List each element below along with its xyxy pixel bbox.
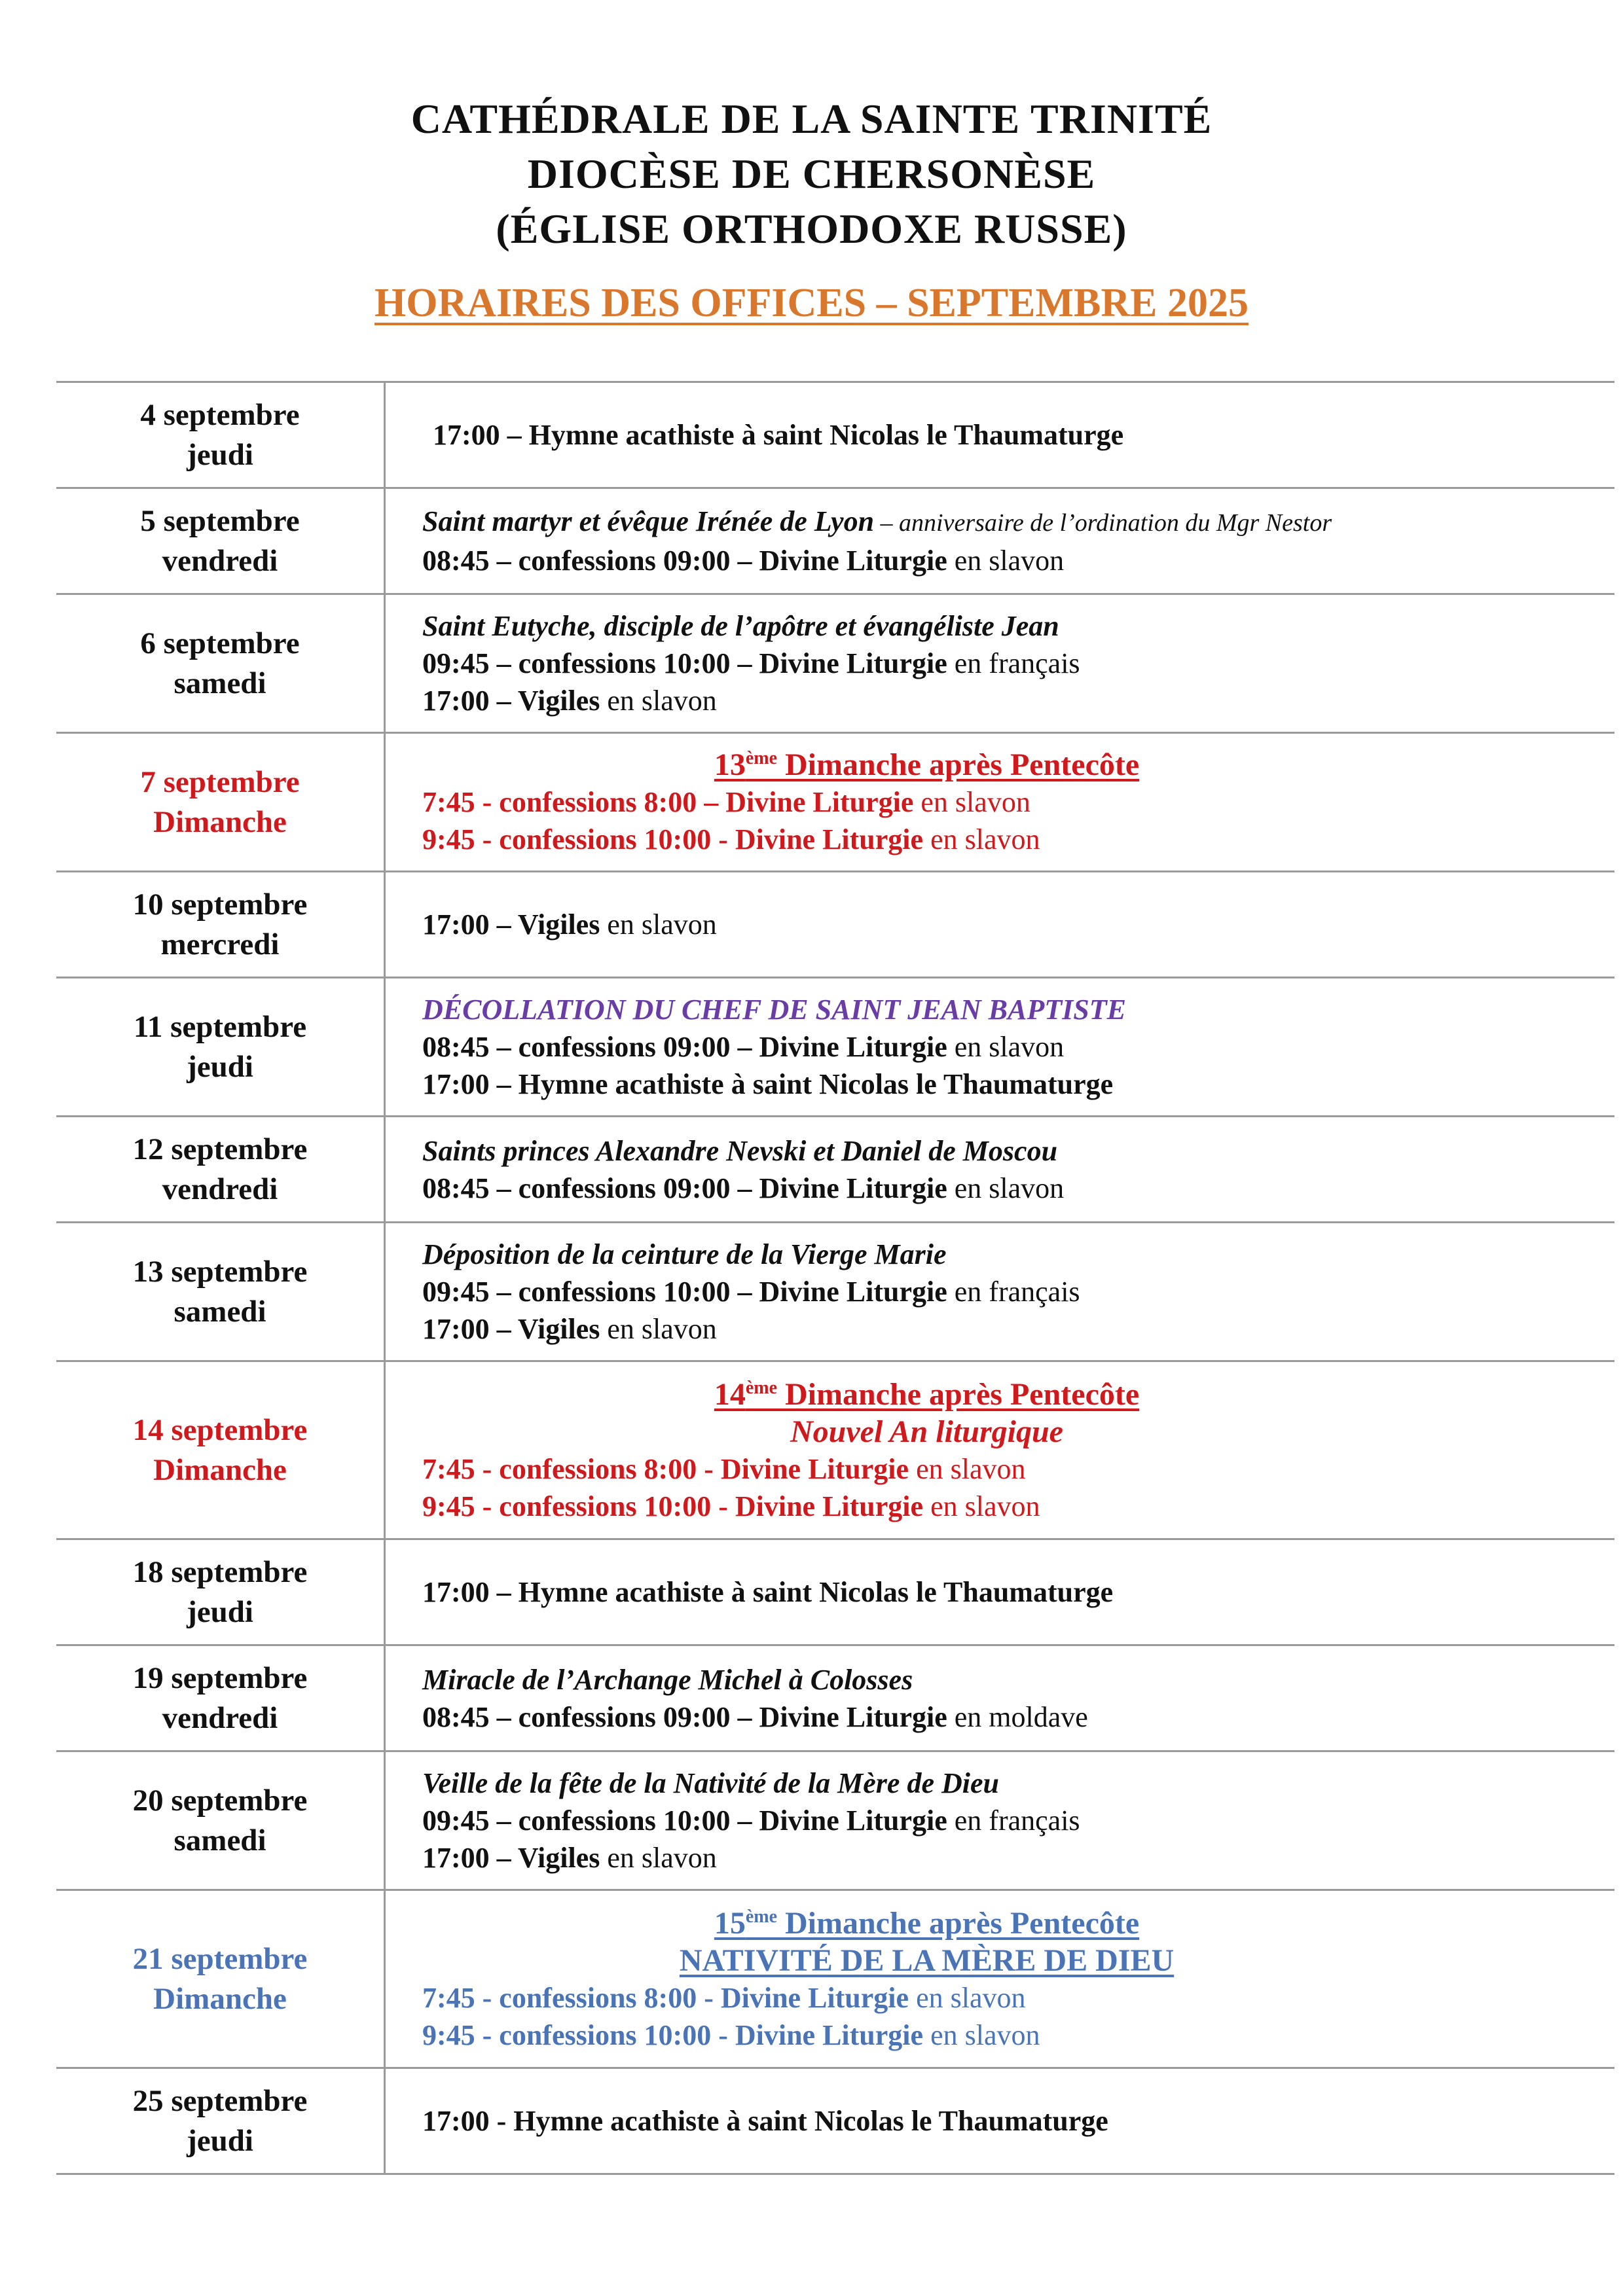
date-text: 10 septembre xyxy=(132,887,308,922)
feast-title: Déposition de la ceinture de la Vierge Marie xyxy=(422,1238,947,1270)
services-cell xyxy=(385,594,1615,733)
schedule-row xyxy=(56,1645,1614,1751)
feast-subtitle: Nouvel An liturgique xyxy=(790,1414,1063,1449)
service-language: en slavon xyxy=(947,1031,1065,1063)
date-cell xyxy=(56,1645,385,1751)
day-text: jeudi xyxy=(187,1049,253,1084)
sunday-title xyxy=(422,746,1614,783)
sunday-number: 15 xyxy=(714,1905,746,1941)
feast-title: Veille de la fête de la Nativité de la Mère de Dieu xyxy=(422,1767,999,1799)
schedule-row xyxy=(56,978,1614,1117)
date-cell xyxy=(56,1361,385,1539)
schedule-row xyxy=(56,1890,1614,2068)
sunday-label: Dimanche après Pentecôte xyxy=(777,1376,1140,1412)
date-text: 18 septembre xyxy=(132,1554,308,1589)
date-cell xyxy=(56,594,385,733)
date-text: 5 septembre xyxy=(140,503,300,538)
schedule-row xyxy=(56,382,1614,488)
service-language: en français xyxy=(947,647,1080,679)
day-text: mercredi xyxy=(160,927,280,961)
sunday-ordinal: ème xyxy=(745,1906,777,1927)
service-time: 09:45 – confessions 10:00 – Divine Liturgie xyxy=(422,1804,947,1837)
services-cell xyxy=(385,1890,1615,2068)
feast-title: Saint Eutyche, disciple de l’apôtre et évangéliste Jean xyxy=(422,610,1059,642)
services-cell xyxy=(385,1539,1615,1645)
date-cell xyxy=(56,1223,385,1361)
service-line: 17:00 – Hymne acathiste à saint Nicolas le Thaumaturge xyxy=(422,1068,1114,1100)
day-text: Dimanche xyxy=(153,1452,287,1487)
feast-title: DÉCOLLATION DU CHEF DE SAINT JEAN BAPTISTE xyxy=(422,994,1126,1026)
feast-title: Saints princes Alexandre Nevski et Daniel de Moscou xyxy=(422,1134,1058,1167)
date-cell xyxy=(56,872,385,978)
schedule-row xyxy=(56,1751,1614,1890)
service-line: 17:00 – Hymne acathiste à saint Nicolas le Thaumaturge xyxy=(422,1576,1114,1608)
date-text: 12 septembre xyxy=(132,1132,308,1166)
schedule-row xyxy=(56,1117,1614,1223)
date-cell xyxy=(56,1751,385,1890)
schedule-row xyxy=(56,488,1614,594)
services-cell xyxy=(385,1751,1615,1890)
document-header xyxy=(0,92,1623,257)
day-text: jeudi xyxy=(187,2123,253,2158)
date-text: 7 septembre xyxy=(140,764,300,799)
day-text: jeudi xyxy=(187,1594,253,1629)
sunday-ordinal: ème xyxy=(745,748,777,768)
date-cell xyxy=(56,1117,385,1223)
feast-title: Miracle de l’Archange Michel à Colosses xyxy=(422,1663,913,1696)
date-text: 4 septembre xyxy=(140,397,300,432)
service-language: en moldave xyxy=(947,1700,1088,1733)
service-language: en slavon xyxy=(600,685,717,717)
sunday-number: 14 xyxy=(714,1376,746,1412)
services-cell xyxy=(385,1645,1615,1751)
day-text: Dimanche xyxy=(153,1981,287,2016)
date-cell xyxy=(56,488,385,594)
feast-subtitle: NATIVITÉ DE LA MÈRE DE DIEU xyxy=(679,1943,1175,1978)
sunday-number: 13 xyxy=(714,747,746,782)
day-text: jeudi xyxy=(187,437,253,472)
sunday-ordinal: ème xyxy=(745,1377,777,1398)
day-text: Dimanche xyxy=(153,804,287,839)
services-cell xyxy=(385,1117,1615,1223)
schedule-row xyxy=(56,1539,1614,1645)
date-cell xyxy=(56,1539,385,1645)
header-line-1: CATHÉDRALE DE LA SAINTE TRINITÉ xyxy=(410,96,1213,142)
date-cell xyxy=(56,2068,385,2174)
service-time: 17:00 – Vigiles xyxy=(422,1313,600,1345)
service-time: 17:00 – Vigiles xyxy=(422,1842,600,1874)
service-language: en slavon xyxy=(923,2018,1040,2051)
header-line-3: (ÉGLISE ORTHODOXE RUSSE) xyxy=(496,206,1127,252)
sunday-label: Dimanche après Pentecôte xyxy=(777,747,1140,782)
day-text: vendredi xyxy=(162,1172,278,1206)
date-text: 11 septembre xyxy=(133,1009,307,1044)
service-language: en slavon xyxy=(923,823,1040,855)
schedule-row xyxy=(56,872,1614,978)
schedule-row xyxy=(56,1361,1614,1539)
date-text: 25 septembre xyxy=(132,2083,308,2118)
service-language: en slavon xyxy=(600,908,717,941)
date-text: 13 septembre xyxy=(132,1254,308,1289)
service-time: 9:45 - confessions 10:00 - Divine Liturgie xyxy=(422,2018,924,2051)
schedule-title: HORAIRES DES OFFICES – SEPTEMBRE 2025 xyxy=(374,281,1249,325)
services-cell xyxy=(385,382,1615,488)
schedule-row xyxy=(56,2068,1614,2174)
sunday-label: Dimanche après Pentecôte xyxy=(777,1905,1140,1941)
service-time: 9:45 - confessions 10:00 - Divine Liturgie xyxy=(422,823,924,855)
schedule-row xyxy=(56,733,1614,872)
date-cell xyxy=(56,733,385,872)
service-time: 7:45 - confessions 8:00 - Divine Liturgie xyxy=(422,1452,909,1485)
sunday-title xyxy=(422,1376,1614,1413)
services-cell xyxy=(385,2068,1615,2174)
schedule-table xyxy=(56,381,1614,2175)
service-language: en français xyxy=(947,1804,1080,1837)
day-text: vendredi xyxy=(162,1700,278,1735)
service-language: en slavon xyxy=(909,1452,1026,1485)
feast-note: – anniversaire de l’ordination du Mgr Nestor xyxy=(874,509,1332,537)
service-time: 7:45 - confessions 8:00 – Divine Liturgie xyxy=(422,786,914,818)
service-time: 9:45 - confessions 10:00 - Divine Liturgie xyxy=(422,1490,924,1522)
schedule-row xyxy=(56,594,1614,733)
service-language: en slavon xyxy=(600,1842,717,1874)
service-time: 08:45 – confessions 09:00 – Divine Liturgie xyxy=(422,545,947,577)
feast-title: Saint martyr et évêque Irénée de Lyon xyxy=(422,505,875,537)
day-text: samedi xyxy=(173,1823,266,1857)
date-text: 6 septembre xyxy=(140,626,300,660)
service-time: 7:45 - confessions 8:00 - Divine Liturgie xyxy=(422,1981,909,2014)
service-time: 08:45 – confessions 09:00 – Divine Liturgie xyxy=(422,1031,947,1063)
date-text: 20 septembre xyxy=(132,1783,308,1818)
service-language: en slavon xyxy=(947,545,1065,577)
service-time: 17:00 – Vigiles xyxy=(422,908,600,941)
date-text: 14 septembre xyxy=(132,1412,308,1447)
schedule-row xyxy=(56,1223,1614,1361)
date-cell xyxy=(56,978,385,1117)
date-text: 21 septembre xyxy=(132,1941,308,1976)
service-language: en slavon xyxy=(600,1313,717,1345)
services-cell xyxy=(385,872,1615,978)
day-text: samedi xyxy=(173,1294,266,1329)
service-language: en slavon xyxy=(909,1981,1026,2014)
service-language: en slavon xyxy=(923,1490,1040,1522)
service-time: 09:45 – confessions 10:00 – Divine Liturgie xyxy=(422,1276,947,1308)
services-cell xyxy=(385,1361,1615,1539)
day-text: samedi xyxy=(173,666,266,700)
header-line-2: DIOCÈSE DE CHERSONÈSE xyxy=(527,151,1096,197)
services-cell xyxy=(385,733,1615,872)
service-language: en slavon xyxy=(913,786,1030,818)
service-line: 17:00 – Hymne acathiste à saint Nicolas le Thaumaturge xyxy=(433,419,1124,451)
services-cell xyxy=(385,978,1615,1117)
service-language: en français xyxy=(947,1276,1080,1308)
date-cell xyxy=(56,382,385,488)
services-cell xyxy=(385,488,1615,594)
date-cell xyxy=(56,1890,385,2068)
service-time: 08:45 – confessions 09:00 – Divine Liturgie xyxy=(422,1172,947,1204)
services-cell xyxy=(385,1223,1615,1361)
service-time: 09:45 – confessions 10:00 – Divine Liturgie xyxy=(422,647,947,679)
service-time: 08:45 – confessions 09:00 – Divine Liturgie xyxy=(422,1700,947,1733)
sunday-title xyxy=(422,1905,1614,1942)
day-text: vendredi xyxy=(162,543,278,578)
service-language: en slavon xyxy=(947,1172,1065,1204)
service-time: 17:00 – Vigiles xyxy=(422,685,600,717)
date-text: 19 septembre xyxy=(132,1660,308,1695)
service-line: 17:00 - Hymne acathiste à saint Nicolas le Thaumaturge xyxy=(422,2105,1108,2137)
